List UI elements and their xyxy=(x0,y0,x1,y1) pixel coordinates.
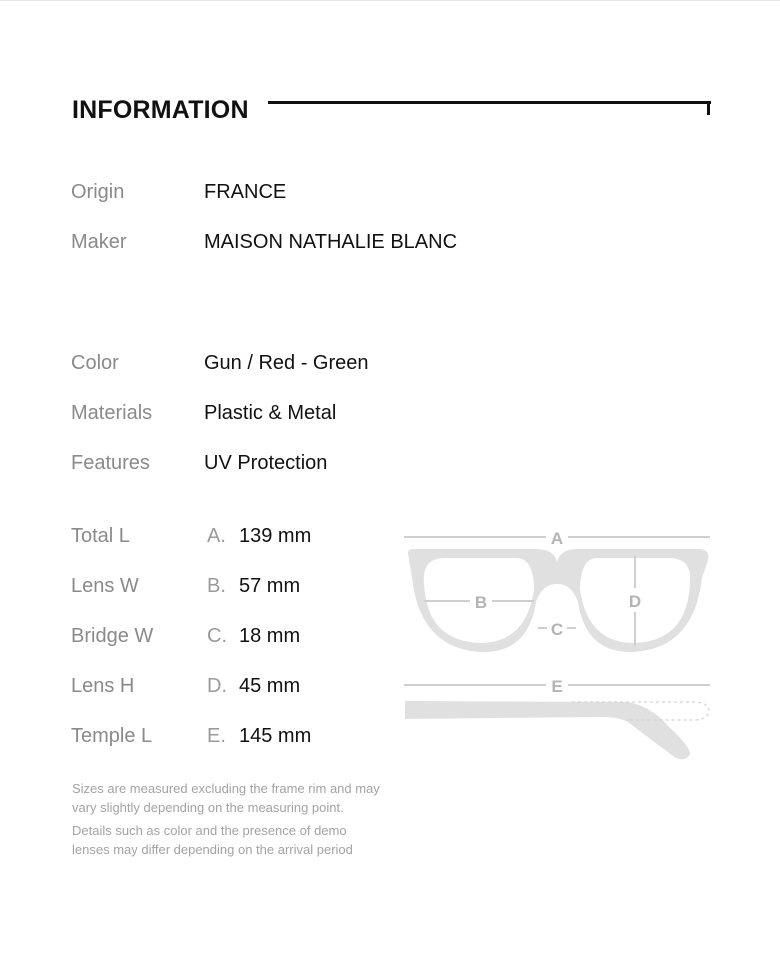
measure-label: Bridge W xyxy=(71,625,154,647)
dimension-b xyxy=(424,593,534,612)
temple-arm-icon xyxy=(405,701,709,759)
label-a: A xyxy=(550,529,564,548)
info-row-maker xyxy=(0,231,780,261)
measure-label: Lens H xyxy=(71,675,135,697)
measure-value: 45 mm xyxy=(239,675,301,697)
measure-value: 145 mm xyxy=(239,725,312,747)
measure-letter: A. xyxy=(207,525,226,547)
measure-label: Total L xyxy=(71,525,130,547)
dimension-d xyxy=(629,556,641,646)
dimension-a xyxy=(404,529,710,548)
info-label: Features xyxy=(71,452,150,474)
info-row-color xyxy=(0,352,780,382)
glasses-diagram xyxy=(396,520,716,770)
measure-letter: B. xyxy=(207,575,226,597)
info-value: UV Protection xyxy=(204,452,328,474)
info-value: FRANCE xyxy=(204,181,287,203)
measure-label: Temple L xyxy=(71,725,153,747)
measure-letter: D. xyxy=(207,675,227,697)
measure-letter: E. xyxy=(207,725,226,747)
section-heading: INFORMATION xyxy=(72,96,249,124)
info-row-materials xyxy=(0,402,780,432)
label-b: B xyxy=(474,593,488,612)
measure-value: 57 mm xyxy=(239,575,301,597)
top-divider xyxy=(0,0,780,1)
info-value: MAISON NATHALIE BLANC xyxy=(204,231,458,253)
label-c: C xyxy=(550,620,564,639)
info-value: Gun / Red - Green xyxy=(204,352,369,374)
note-line: vary slightly depending on the measuring point. xyxy=(72,800,344,815)
info-label: Color xyxy=(71,352,119,374)
dimension-e xyxy=(404,677,710,696)
measure-value: 18 mm xyxy=(239,625,301,647)
sizing-note xyxy=(72,779,402,817)
measure-label: Lens W xyxy=(71,575,139,597)
info-row-origin xyxy=(0,181,780,211)
info-label: Origin xyxy=(71,181,125,203)
info-label: Materials xyxy=(71,402,153,424)
info-row-features xyxy=(0,452,780,482)
measure-value: 139 mm xyxy=(239,525,312,547)
label-d: D xyxy=(628,592,642,611)
info-value: Plastic & Metal xyxy=(204,402,337,424)
note-line: Sizes are measured excluding the frame rim and may xyxy=(72,781,380,796)
measure-letter: C. xyxy=(207,625,227,647)
note-line: Details such as color and the presence of demo xyxy=(72,823,347,838)
label-e: E xyxy=(551,677,563,696)
note-line: lenses may differ depending on the arrival period xyxy=(72,842,353,857)
info-label: Maker xyxy=(71,231,127,253)
heading-rule xyxy=(268,101,711,104)
heading-rule-end xyxy=(707,101,710,115)
arrival-note xyxy=(72,821,402,859)
dimension-c xyxy=(538,620,576,639)
